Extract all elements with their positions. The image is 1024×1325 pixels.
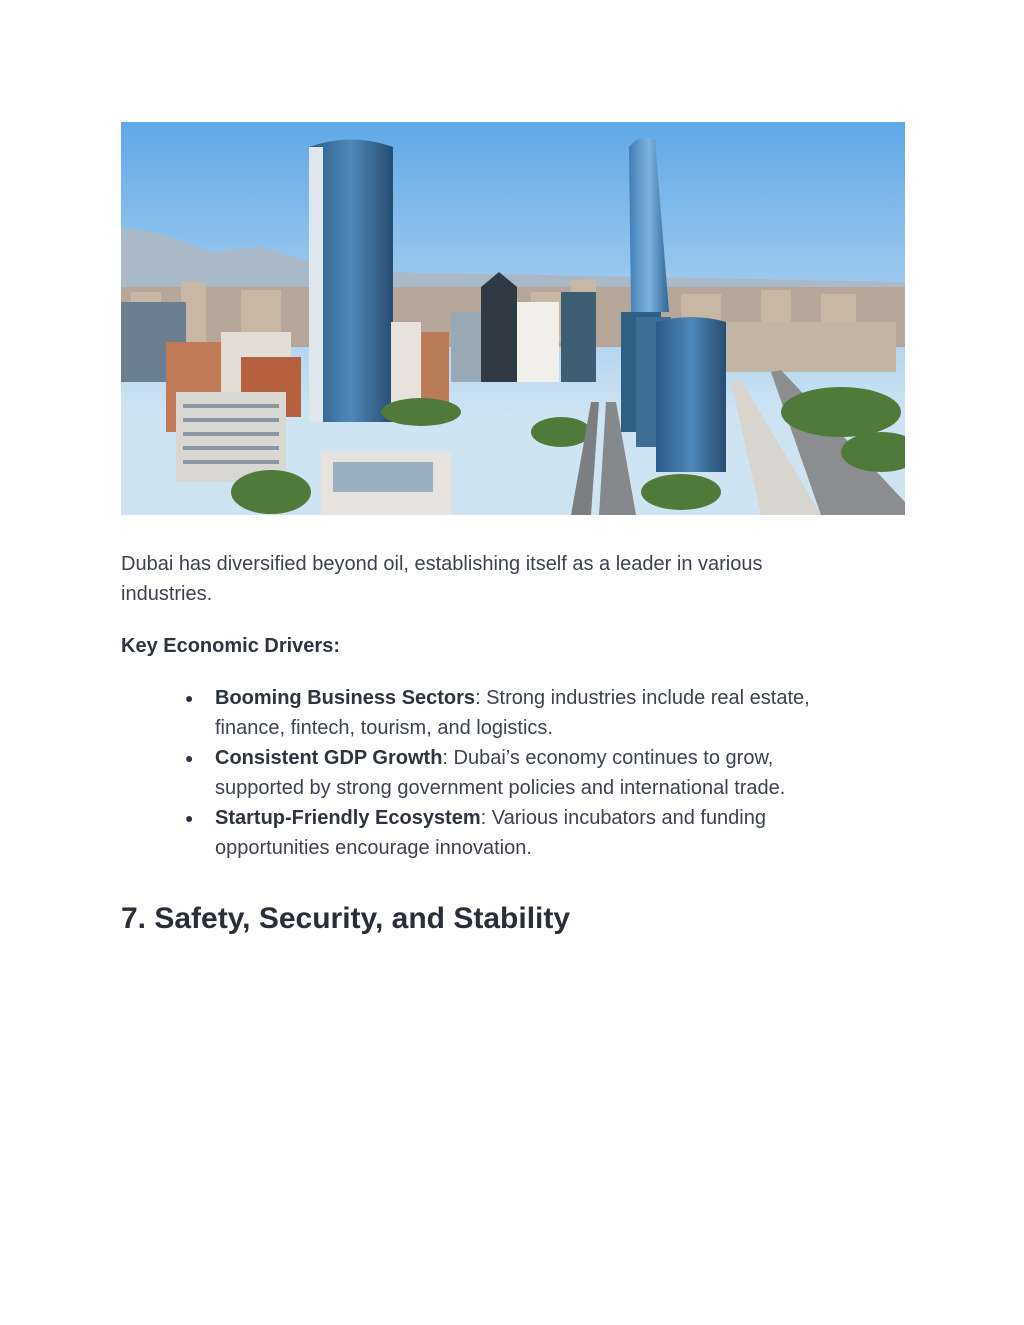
intro-paragraph: Dubai has diversified beyond oil, establishing itself as a leader in various industries. <box>121 553 763 605</box>
driver-title: Booming Business Sectors <box>215 687 476 709</box>
list-item <box>185 683 855 743</box>
list-item <box>185 803 855 863</box>
driver-title: Startup-Friendly Ecosystem <box>215 807 481 829</box>
city-skyline-photo <box>121 122 905 515</box>
bullet-icon: ● <box>185 690 194 706</box>
driver-text: : Dubai’s economy continues to grow, supported by strong government policies and international trade. <box>215 747 786 799</box>
document-page <box>121 122 905 939</box>
driver-text: : Strong industries include real estate, finance, fintech, tourism, and logistics. <box>215 687 810 739</box>
driver-text: : Various incubators and funding opportunities encourage innovation. <box>215 807 766 859</box>
bullet-icon: ● <box>185 810 194 826</box>
list-item <box>185 743 855 803</box>
drivers-list <box>121 683 905 863</box>
skyline-illustration <box>121 122 905 515</box>
driver-title: Consistent GDP Growth <box>215 747 443 769</box>
bullet-icon: ● <box>185 750 194 766</box>
key-drivers-heading: Key Economic Drivers: <box>121 635 340 657</box>
section-heading: 7. Safety, Security, and Stability <box>121 902 571 935</box>
